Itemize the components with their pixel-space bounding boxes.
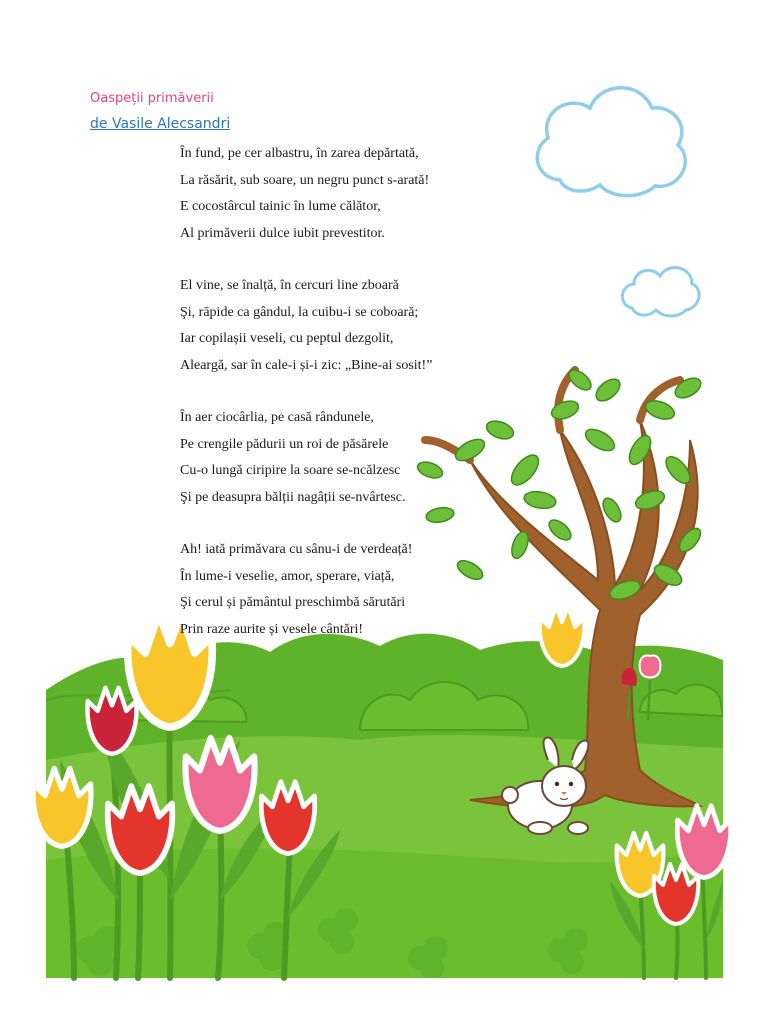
cloud-small	[622, 268, 699, 316]
poem-line: El vine, se înalță, în cercuri line zboară	[180, 278, 399, 293]
poem-line: La răsărit, sub soare, un negru punct s-arată!	[180, 172, 430, 188]
stanza	[180, 141, 432, 247]
poem-line: Şi pe deasupra bălții nagâții se-nvârtesc.	[180, 489, 406, 505]
poem-line: Cu-o lungă ciripire la soare se-ncălzesc	[180, 463, 401, 478]
poem-line: În lume-i veselie, amor, sperare, viață,	[180, 568, 395, 584]
poem-line: Prin raze aurite și vesele cântări!	[180, 621, 364, 637]
poem-line: Şi, rāpide ca gândul, la cuibu-i se coboară;	[180, 304, 419, 320]
poem-line: În fund, pe cer albastru, în zarea depărtată,	[180, 146, 419, 161]
poem-line: Al primăverii dulce iubit prevestitor.	[180, 225, 385, 241]
stanza	[180, 273, 432, 379]
stanza	[180, 405, 432, 511]
poem-line: Şi cerul și pământul preschimbă sărutări	[180, 595, 406, 610]
poem-line: Aleargă, sar în cale-i și-i zic: „Bine-ai sosit!”	[180, 357, 433, 373]
stanza	[180, 537, 432, 643]
poem-line: Pe crengile pădurii un roi de păsărele	[180, 436, 389, 452]
poem-line: Ah! iată primăvara cu sânu-i de verdeață!	[180, 542, 413, 557]
poem-line: E cocostârcul tainic în lume călător,	[180, 199, 381, 214]
poem-title: Oaspeții primăverii	[90, 91, 214, 106]
cloud-large	[537, 88, 685, 196]
author-link[interactable]: de Vasile Alecsandri	[90, 116, 231, 132]
poem-line: Iar copilașii veseli, cu peptul dezgolit,	[180, 331, 394, 346]
poem-body	[180, 141, 432, 669]
poem-line: În aer ciocârlia, pe casă rândunele,	[180, 410, 374, 425]
